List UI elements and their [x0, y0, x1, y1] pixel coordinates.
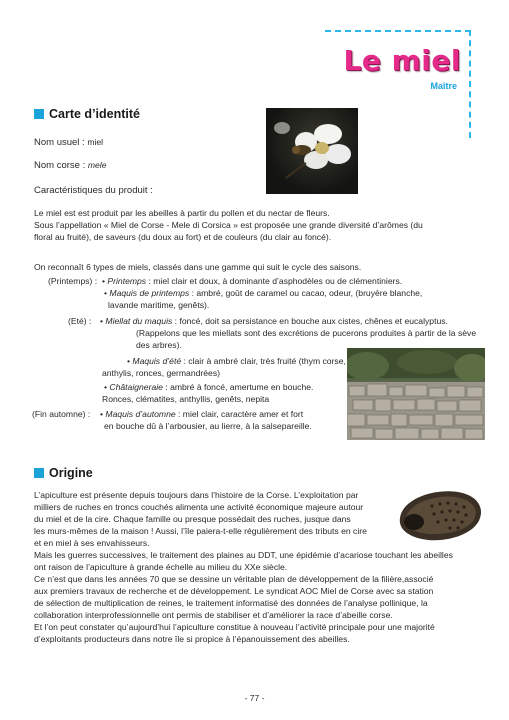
miellat-desc: : foncé, doit sa persistance en bouche aux cistes, chênes et eucalyptus. — [172, 316, 448, 326]
maquis-ete-name: Maquis d’été — [132, 356, 182, 366]
section-marker-icon — [34, 468, 44, 478]
characteristics-label: Caractéristiques du produit : — [34, 185, 153, 196]
printemps-line: • Printemps : miel clair et doux, à dominante d’asphodèles ou de clémentiniers. — [102, 276, 403, 286]
section-marker-icon — [34, 109, 44, 119]
intro-line-3: floral au fruité), de saveurs (du doux au fort) et de couleurs (du clair au foncé). — [34, 232, 332, 242]
origin-heading-text: Origine — [49, 466, 93, 480]
bee-flower-photo — [266, 108, 358, 194]
origin-line-9: aux premiers travaux de recherche et de développement. Le syndicat AOC Miel de Corse avec sa station — [34, 586, 434, 596]
intro-line-2: Sous l’appellation « Miel de Corse - Mele di Corsica » est proposée une grande diversité d’arômes (du — [34, 220, 423, 230]
chataigneraie-desc: : ambré à foncé, amertume en bouche. — [162, 382, 314, 392]
origin-line-2: milliers de ruches en troncs couchés alimenta une activité économique majeure autour — [34, 502, 364, 512]
summer-label: (Eté) : — [68, 316, 92, 326]
origin-heading — [34, 466, 93, 480]
origin-line-8: Ce n’est que dans les années 70 que se dessine un véritable plan de développement de la filière,associé — [34, 574, 434, 584]
header-frame-top — [325, 30, 471, 32]
maquis-automne-line: • Maquis d’automne : miel clair, caractère amer et fort — [100, 409, 304, 419]
intro-line-1: Le miel est est produit par les abeilles à partir du pollen et du nectar de fleurs. — [34, 208, 330, 218]
maquis-automne-line-2: en bouche dû à l’arbousier, au lierre, à la salsepareille. — [104, 421, 312, 431]
maquis-printemps-name: Maquis de printemps — [109, 288, 190, 298]
page-subtitle: Maître — [430, 81, 457, 91]
corsican-name-label: Nom corse : — [34, 160, 88, 171]
origin-line-13: d’exploitants producteurs dans notre île si propice à l’épanouissement des abeilles. — [34, 634, 350, 644]
common-name-label: Nom usuel : — [34, 137, 88, 148]
origin-line-5: et en miel à ses envahisseurs. — [34, 538, 150, 548]
maquis-printemps-line: • Maquis de printemps : ambré, goût de caramel ou cacao, odeur, (bruyère blanche, — [104, 288, 423, 298]
page-number: - 77 - — [244, 693, 265, 703]
origin-line-3: du miel et de la cire. Chaque famille ou presque possédait des ruches, jusque dans — [34, 514, 351, 524]
common-name — [34, 137, 103, 148]
maquis-ete-desc: : clair à ambré clair, très fruité (thym corse, — [181, 356, 346, 366]
stone-apiary-photo — [347, 348, 485, 440]
origin-line-12: Et l’on peut constater qu’aujourd’hui l’apiculture constitue à nouveau l’activité principale pour une majorité — [34, 622, 435, 632]
common-name-value: miel — [87, 137, 104, 147]
header-frame-right — [469, 30, 471, 138]
maquis-printemps-desc: : ambré, goût de caramel ou cacao, odeur, (bruyère blanche, — [189, 288, 423, 298]
maquis-printemps-line-2: lavande maritime, genêts). — [108, 300, 210, 310]
chataigneraie-line-2: Ronces, clématites, anthyllis, genêts, nepita — [102, 394, 270, 404]
maquis-automne-desc: : miel clair, caractère amer et fort — [175, 409, 304, 419]
identity-heading-text: Carte d’identité — [49, 107, 140, 121]
printemps-name: Printemps — [107, 276, 147, 286]
autumn-label: (Fin automne) : — [32, 409, 91, 419]
maquis-ete-line-2: anthylis, ronces, germandrées) — [102, 368, 220, 378]
chataigneraie-line: • Châtaigneraie : ambré à foncé, amertume en bouche. — [104, 382, 314, 392]
corsican-name-value: mele — [87, 160, 107, 170]
page-title: Le miel — [343, 44, 461, 77]
chataigneraie-name: Châtaigneraie — [109, 382, 163, 392]
miellat-line: • Miellat du maquis : foncé, doit sa persistance en bouche aux cistes, chênes et eucalyptus. — [100, 316, 448, 326]
miellat-name: Miellat du maquis — [105, 316, 173, 326]
printemps-desc: : miel clair et doux, à dominante d’asphodèles ou de clémentiniers. — [146, 276, 403, 286]
corsican-name — [34, 160, 107, 171]
types-intro: On reconnaît 6 types de miels, classés dans une gamme qui suit le cycle des saisons. — [34, 262, 362, 272]
origin-line-1: L’apiculture est présente depuis toujours dans l’histoire de la Corse. L’exploitation par — [34, 490, 359, 500]
origin-line-10: de sélection de multiplication de reines, le traitement informatisé des données de l’analyse pollinique, la — [34, 598, 428, 608]
origin-line-7: ont raison de l’apiculture à grande échelle au milieu du XXe siècle. — [34, 562, 288, 572]
spring-label: (Printemps) : — [48, 276, 98, 286]
miellat-line-2: (Rappelons que les miellats sont des excrétions de pucerons produites à partir de la sève — [136, 328, 477, 338]
maquis-ete-line: • Maquis d’été : clair à ambré clair, très fruité (thym corse, — [127, 356, 346, 366]
origin-line-6: Mais les guerres successives, le traitement des plaines au DDT, une épidémie d’acariose touchant les abeilles — [34, 550, 453, 560]
identity-heading — [34, 107, 140, 121]
origin-line-11: collaboration interprofessionnelle ont permis de stabiliser et d’améliorer la race d’abeille corse. — [34, 610, 393, 620]
maquis-automne-name: Maquis d’automne — [105, 409, 176, 419]
miellat-line-3: des arbres). — [136, 340, 182, 350]
origin-line-4: les murs-mêmes de la maison ! Aussi, l’île paiera-t-elle régulièrement des tributs en cire — [34, 526, 367, 536]
clay-hive-photo — [392, 484, 488, 548]
